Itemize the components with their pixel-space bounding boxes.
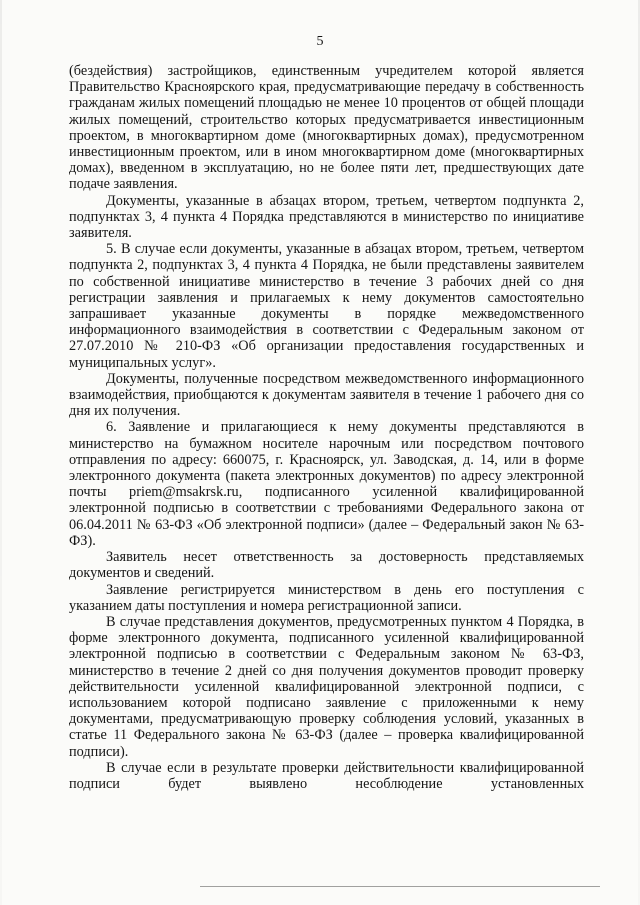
paragraph-item-5: 5. В случае если документы, указанные в абзацах втором, третьем, четвертом подпункта 2, подпунктах 3, 4 пункта 4 Порядка, не были представлены заявителем по собственной инициативе министерство в течение 3 рабочих дней со дня регистрации заявления и прилагаемых к нему документов самостоятельно запрашивает указанные документы в порядке межведомственного информационного взаимодействия в соответствии с Федеральным законом от 27.07.2010 № 210-ФЗ «Об организации предоставления государственных и муниципальных услуг».	[69, 241, 584, 371]
paragraph-registration: Заявление регистрируется министерством в день его поступления с указанием даты поступления и номера регистрационной записи.	[69, 581, 584, 614]
paragraph-item-6: 6. Заявление и прилагающиеся к нему документы представляются в министерство на бумажном носителе нарочным или посредством почтового отправления по адресу: 660075, г. Красноярск, ул. Заводская, д. 14, или в форме электронного документа (пакета электронных документов) по адресу электронной почты priem@msakrsk.ru, подписанного усиленной квалифицированной электронной подписью в соответствии с требованиями Федерального закона от 06.04.2011 № 63-ФЗ «Об электронной подписи» (далее – Федеральный закон № 63-ФЗ).	[69, 419, 584, 549]
paragraph-interagency-documents: Документы, полученные посредством межведомственного информационного взаимодействия, приобщаются к документам заявителя в течение 1 рабочего дня со дня их получения.	[69, 370, 584, 420]
page-bottom-rule	[200, 886, 600, 887]
paragraph-applicant-responsibility: Заявитель несет ответственность за достоверность представляемых документов и сведений.	[69, 549, 584, 582]
paragraph-verification-result: В случае если в результате проверки действительности квалифицированной подписи будет выявлено несоблюдение установленных	[69, 759, 584, 792]
paragraph-electronic-verification: В случае представления документов, предусмотренных пунктом 4 Порядка, в форме электронного документа, подписанного усиленной квалифицированной электронной подписью в соответствии с Федеральным законом № 63-ФЗ, министерство в течение 2 дней со дня получения документов проводит проверку действительности усиленной квалифицированной электронной подписи, с использованием которой подписано заявление с приложенными к нему документами, предусматривающую проверку соблюдения условий, указанных в статье 11 Федерального закона № 63-ФЗ (далее – проверка квалифицированной подписи).	[69, 613, 584, 760]
document-body	[69, 63, 584, 792]
paragraph-documents-on-initiative: Документы, указанные в абзацах втором, третьем, четвертом подпункта 2, подпунктах 3, 4 пункта 4 Порядка представляются в министерство по инициативе заявителя.	[69, 192, 584, 242]
paragraph-continuation: (бездействия) застройщиков, единственным учредителем которой является Правительство Красноярского края, предусматривающие передачу в собственность гражданам жилых помещений площадью не менее 10 процентов от общей площади жилых помещений, строительство которых предусматривается инвестиционным проектом, в многоквартирном доме (многоквартирных домах), предусмотренном инвестиционным проектом, или в ином многоквартирном доме (многоквартирных домах), введенном в эксплуатацию, но не более пяти лет, предшествующих дате подаче заявления.	[69, 63, 584, 193]
scan-edge-left	[0, 0, 2, 905]
page-number: 5	[316, 34, 324, 49]
